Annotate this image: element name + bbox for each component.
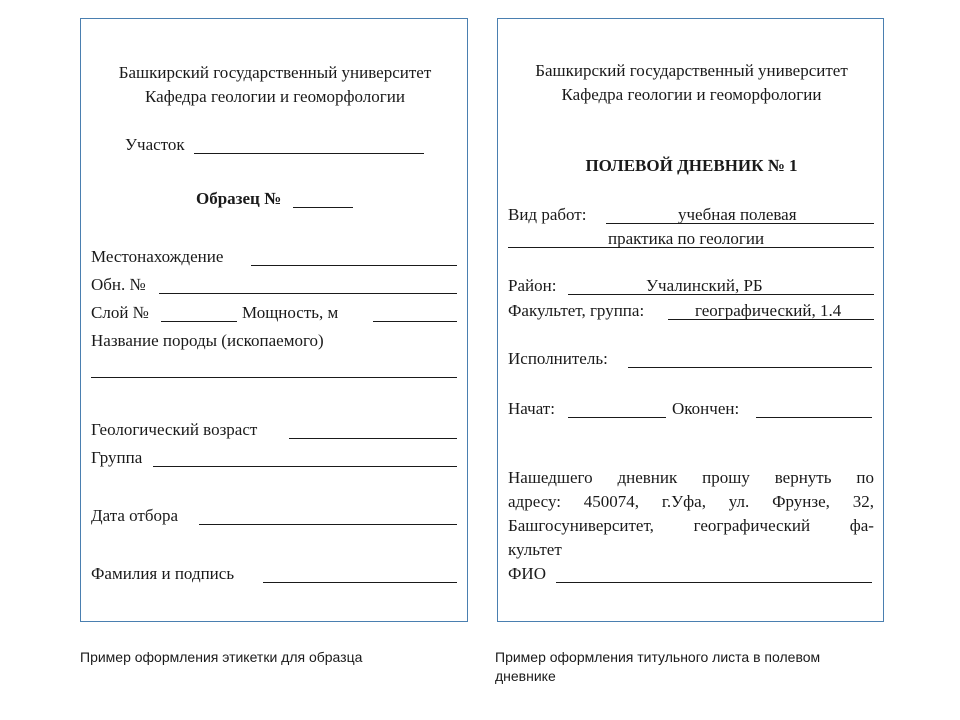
department-name: Кафедра геологии и геоморфологии xyxy=(561,85,822,104)
word: по xyxy=(856,468,874,487)
fio-label: ФИО xyxy=(508,564,546,583)
outcrop-label: Обн. № xyxy=(91,275,146,294)
university-name: Башкирский государственный университет xyxy=(535,61,848,80)
layer-label: Слой № xyxy=(91,303,149,322)
location-label: Местонахождение xyxy=(91,247,224,266)
sample-number-label: Образец № xyxy=(196,189,282,208)
return-notice-line-1 xyxy=(508,468,874,488)
word: дневник xyxy=(617,468,678,487)
word: ул. xyxy=(728,492,750,511)
word: 450074, xyxy=(583,492,640,511)
location-field[interactable] xyxy=(251,265,457,266)
plot-field[interactable] xyxy=(194,153,424,154)
group-label: Группа xyxy=(91,448,143,467)
diary-title: ПОЛЕВОЙ ДНЕВНИК № 1 xyxy=(585,156,798,175)
return-notice-line-3 xyxy=(508,516,874,536)
plot-label: Участок xyxy=(125,135,185,154)
work-type-value-1: учебная полевая xyxy=(678,205,797,224)
word: фа- xyxy=(849,516,874,535)
collection-date-field[interactable] xyxy=(199,524,457,525)
collection-date-label: Дата отбора xyxy=(91,506,179,525)
field-diary-title-card xyxy=(497,18,884,622)
group-field[interactable] xyxy=(153,466,457,467)
region-value: Учалинский, РБ xyxy=(646,276,763,295)
word: географический xyxy=(693,516,811,535)
outcrop-field[interactable] xyxy=(159,293,457,294)
finished-label: Окончен: xyxy=(672,399,740,418)
thickness-label: Мощность, м xyxy=(242,303,339,322)
work-type-value-2: практика по геологии xyxy=(608,229,765,248)
started-field[interactable] xyxy=(568,417,666,418)
right-caption-line-1: Пример оформления титульного листа в полевом xyxy=(495,649,821,665)
department-name: Кафедра геологии и геоморфологии xyxy=(145,87,405,106)
geological-age-field[interactable] xyxy=(289,438,457,439)
word: 32, xyxy=(852,492,874,511)
word: вернуть xyxy=(774,468,832,487)
rock-name-field[interactable] xyxy=(91,377,457,378)
faculty-group-label: Факультет, группа: xyxy=(508,301,645,320)
word: Нашедшего xyxy=(508,468,593,487)
thickness-field[interactable] xyxy=(373,321,457,322)
signature-label: Фамилия и подпись xyxy=(91,564,235,583)
faculty-group-value: географический, 1.4 xyxy=(695,301,842,320)
return-notice-line-2 xyxy=(508,492,874,512)
word: прошу xyxy=(702,468,750,487)
signature-field[interactable] xyxy=(263,582,457,583)
layer-field[interactable] xyxy=(161,321,237,322)
word: Фрунзе, xyxy=(772,492,830,511)
sample-number-field[interactable] xyxy=(293,207,353,208)
right-caption-line-2: дневнике xyxy=(495,668,556,684)
sample-label-card xyxy=(80,18,468,622)
geological-age-label: Геологический возраст xyxy=(91,420,258,439)
finished-field[interactable] xyxy=(756,417,872,418)
left-caption: Пример оформления этикетки для образца xyxy=(80,649,363,665)
performer-field[interactable] xyxy=(628,367,872,368)
rock-name-label: Название породы (ископаемого) xyxy=(91,331,324,350)
university-name: Башкирский государственный университет xyxy=(118,63,432,82)
started-label: Начат: xyxy=(508,399,555,418)
word: Башгосуниверситет, xyxy=(508,516,654,535)
region-label: Район: xyxy=(508,276,557,295)
word: адресу: xyxy=(508,492,561,511)
return-notice-line-4: культет xyxy=(508,540,562,559)
fio-field[interactable] xyxy=(556,582,872,583)
performer-label: Исполнитель: xyxy=(508,349,608,368)
work-type-label: Вид работ: xyxy=(508,205,587,224)
word: г.Уфа, xyxy=(661,492,706,511)
